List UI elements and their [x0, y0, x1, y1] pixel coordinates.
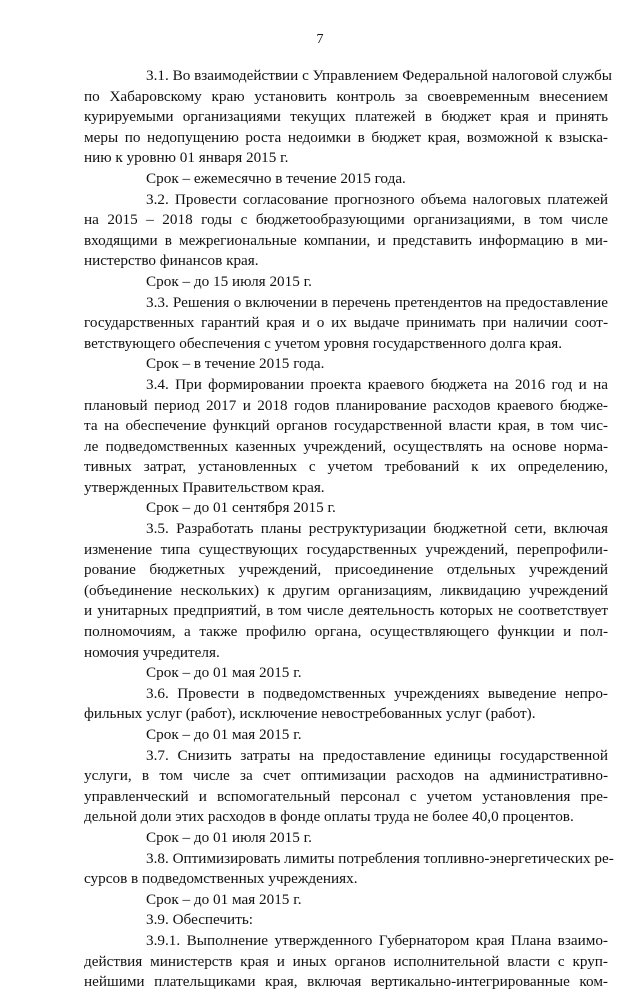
text-line: номочия учредителя. [84, 643, 220, 661]
text-line: изменение типа существующих государственных учреждений, перепрофили- [84, 540, 608, 558]
text-line: услуги, в том числе за счет оптимизации расходов на административно- [84, 767, 608, 785]
text-line: Срок – в течение 2015 года. [146, 355, 325, 373]
text-line: утвержденных Правительством края. [84, 478, 325, 496]
page-number: 7 [316, 32, 324, 47]
text-line: Срок – до 15 июля 2015 г. [146, 272, 312, 290]
text-line: входящими в межрегиональные компании, и представить информацию в ми- [84, 231, 608, 249]
text-line: плановый период 2017 и 2018 годов планирование расходов краевого бюдже- [84, 396, 608, 414]
text-line: ле подведомственных казенных учреждений, осуществлять на основе норма- [84, 437, 608, 455]
text-line: меры по недопущению роста недоимки в бюджет края, возможной к взыска- [84, 128, 608, 146]
text-line: 3.6. Провести в подведомственных учреждениях выведение непро- [146, 684, 608, 702]
text-line: рование бюджетных учреждений, присоединение отдельных учреждений [84, 561, 608, 579]
text-line: Срок – до 01 июля 2015 г. [146, 828, 312, 846]
text-line: 3.4. При формировании проекта краевого бюджета на 2016 год и на [146, 375, 608, 393]
text-line: 3.8. Оптимизировать лимиты потребления топливно-энергетических ре- [146, 849, 614, 867]
text-line: по Хабаровскому краю установить контроль за своевременным внесением [84, 87, 608, 105]
text-line: 3.1. Во взаимодействии с Управлением Федеральной налоговой службы [146, 67, 612, 84]
text-line: Срок – до 01 мая 2015 г. [146, 890, 302, 908]
text-line: 3.5. Разработать планы реструктуризации бюджетной сети, включая [146, 520, 608, 538]
text-line: полномочиям, а также профилю органа, осуществляющего функции и пол- [84, 623, 608, 641]
text-line: сурсов в подведомственных учреждениях. [84, 870, 358, 888]
text-line: нейшими плательщиками края, включая вертикально-интегрированные ком- [84, 973, 608, 991]
text-line: курируемыми организациями текущих платежей в бюджет края и принять [84, 108, 608, 126]
text-line: действия министерств края и иных органов исполнительной власти с круп- [84, 952, 608, 970]
text-line: управленческий и вспомогательный персонал с учетом установления пре- [84, 787, 608, 805]
text-line: государственных гарантий края и о их выдаче принимать при наличии соот- [84, 314, 608, 332]
text-line: тивных затрат, установленных с учетом требований к их определению, [84, 458, 608, 476]
text-line: 3.9. Обеспечить: [146, 911, 253, 929]
text-line: 3.2. Провести согласование прогнозного объема налоговых платежей [146, 190, 608, 208]
text-line: ветствующего обеспечения с учетом уровня государственного долга края. [84, 334, 563, 352]
text-line: нию к уровню 01 января 2015 г. [84, 149, 289, 167]
text-line: та на обеспечение функций органов государственной власти края, в том чис- [84, 417, 608, 435]
text-line: (объединение нескольких) к другим организациям, ликвидацию учреждений [84, 581, 608, 599]
text-line: 3.9.1. Выполнение утвержденного Губернатором края Плана взаимо- [146, 931, 608, 949]
text-line: фильных услуг (работ), исключение невостребованных услуг (работ). [84, 705, 536, 723]
text-line: Срок – до 01 мая 2015 г. [146, 726, 302, 743]
text-line: на 2015 – 2018 годы с бюджетообразующими организациями, в том числе [84, 211, 608, 229]
text-line: дельной доли этих расходов в фонде оплаты труда не более 40,0 процентов. [84, 808, 574, 826]
text-line: Срок – ежемесячно в течение 2015 года. [146, 169, 406, 187]
text-line: 3.3. Решения о включении в перечень претендентов на предоставление [146, 293, 608, 311]
text-line: и унитарных предприятий, в том числе деятельность которых не соответствует [84, 602, 608, 620]
text-line: Срок – до 01 мая 2015 г. [146, 664, 302, 682]
text-line: Срок – до 01 сентября 2015 г. [146, 499, 336, 517]
text-line: 3.7. Снизить затраты на предоставление единицы государственной [146, 746, 608, 764]
text-line: нистерство финансов края. [84, 252, 259, 270]
document-body [84, 66, 614, 993]
